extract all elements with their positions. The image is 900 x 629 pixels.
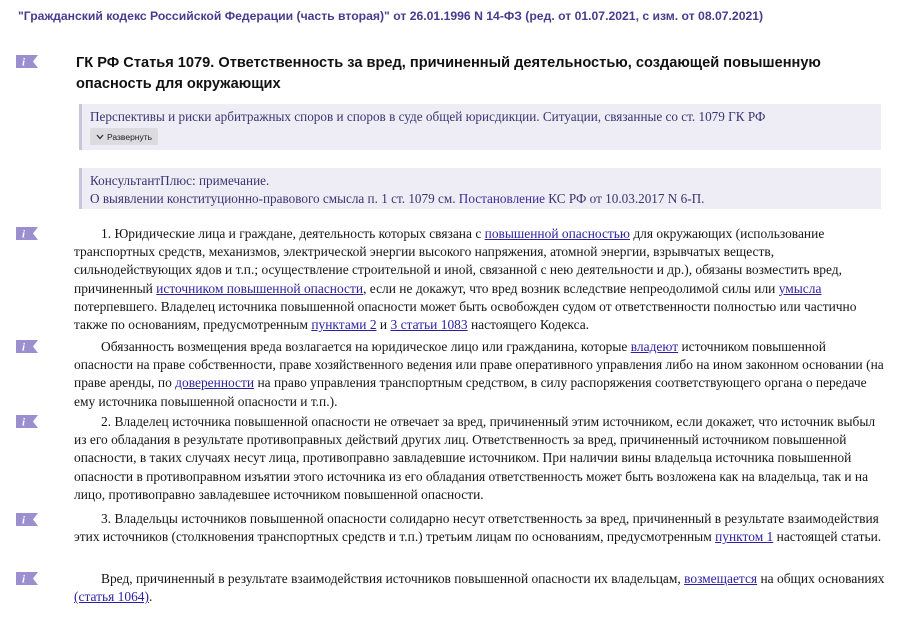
document-header: "Гражданский кодекс Российской Федерации (часть вторая)" от 26.01.1996 N 14-ФЗ (ред. от 01.07.2021, с изм. от 08.07.2021) [18,9,764,23]
svg-text:i: i [22,341,26,353]
ruling-link[interactable]: Постановление [458,191,545,206]
paragraph-1: 1. Юридические лица и граждане, деятельность которых связана с повышенной опасностью для окружающих (использование транспортных средств, механизмов, электрической энергии высокого напряжения, атомной энергии, взрывчатых веществ, сильнодействующих ядов и т.п.; осуществление строительной и иной, связанной с нею деятельности и др.), обязаны возместить вред, причиненный источником повышенной опасности, если не докажут, что вред возник вследствие непреодолимой силы или умысла потерпевшего. Владелец источника повышенной опасности может быть освобожден судом от ответственности полностью или частично также по основаниям, предусмотренным пунктами 2 и 3 статьи 1083 настоящего Кодекса. [74,226,857,333]
info-flag-icon[interactable] [16,227,38,240]
link-points-2[interactable]: пунктами 2 [311,317,377,333]
link-point-1[interactable]: пунктом 1 [715,529,774,545]
info-flag-icon[interactable] [16,415,38,428]
svg-text:i: i [22,56,26,68]
link-increased-danger[interactable]: повышенной опасностью [484,226,630,241]
link-article-1064[interactable]: (статья 1064) [74,589,149,605]
info-flag-icon[interactable] [16,572,38,585]
info-flag-icon[interactable] [16,55,38,68]
note-line: О выявлении конституционно-правового смысла п. 1 ст. 1079 см. Постановление КС РФ от 10.03.2017 N 6-П. [90,191,705,206]
chevron-down-icon [96,134,104,140]
note-heading: КонсультантПлюс: примечание. [90,173,270,188]
paragraph-3: 2. Владелец источника повышенной опасности не отвечает за вред, причиненный этим источником, если докажет, что источник выбыл из его обладания в результате противоправных действий других лиц. Ответственность за вред, причиненный источником повышенной опасности, в таких случаях несут лица, противоправно завладевшие источником. При наличии вины владельца источника повышенной опасности в противоправном изъятии этого источника из его обладания ответственность может быть возложена как на владельца, так и на лицо, противоправно завладевшее источником повышенной опасности. [74,414,876,502]
info-flag-icon[interactable] [16,513,38,526]
expand-button[interactable] [90,128,158,145]
link-compensated[interactable]: возмещается [684,571,758,586]
link-article-1083[interactable]: 3 статьи 1083 [390,317,468,333]
note-text: Перспективы и риски арбитражных споров и споров в суде общей юрисдикции. Ситуации, связанные со ст. 1079 ГК РФ [90,109,766,124]
article-title: ГК РФ Статья 1079. Ответственность за вред, причиненный деятельностью, создающей повышенную опасность для окружающих [76,55,821,92]
paragraph-2: Обязанность возмещения вреда возлагается на юридическое лицо или гражданина, которые владеют источником повышенной опасности на праве собственности, праве хозяйственного ведения или праве оперативного управления либо на ином законном основании (на праве аренды, по доверенности на право управления транспортным средством, в силу распоряжения соответствующего органа о передаче ему источника повышенной опасности и т.п.). [74,339,884,409]
link-power-of-attorney[interactable]: доверенности [175,375,255,391]
consultant-note [79,168,881,209]
paragraph-4: 3. Владельцы источников повышенной опасности солидарно несут ответственность за вред, причиненный в результате взаимодействия этих источников (столкновения транспортных средств и т.п.) третьим лицам по основаниям, предусмотренным пунктом 1 настоящей статьи. [74,511,882,545]
svg-text:i: i [22,416,26,428]
related-situations-note [79,104,881,150]
paragraph-5: Вред, причиненный в результате взаимодействия источников повышенной опасности их владельцам, возмещается на общих основаниях (статья 1064). [74,571,885,605]
link-source-of-danger[interactable]: источником повышенной опасности [156,280,364,296]
link-intent[interactable]: умысла [778,280,822,296]
info-flag-icon[interactable] [16,340,38,353]
svg-text:i: i [22,228,26,240]
svg-text:i: i [22,573,26,585]
link-own[interactable]: владеют [630,339,679,354]
expand-label: Развернуть [107,131,153,142]
svg-text:i: i [22,514,26,526]
